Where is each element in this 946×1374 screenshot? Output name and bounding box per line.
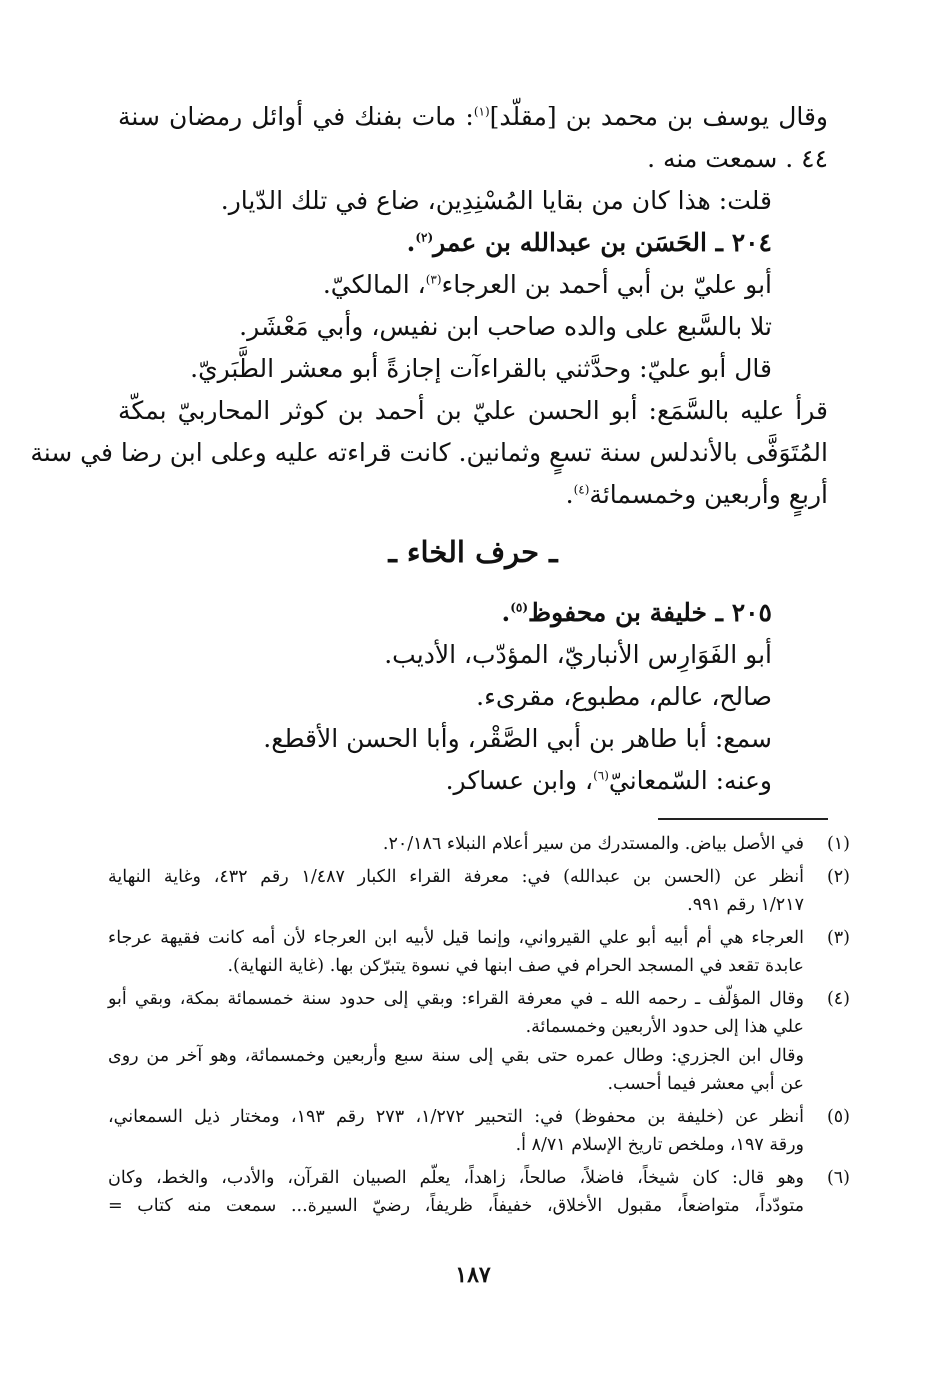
footnote-ref[interactable]: (٤) bbox=[573, 482, 590, 497]
text-line: ٤٤ . سمعت منه . bbox=[647, 144, 828, 173]
text-line: قلت: هذا كان من بقايا المُسْنِدِين، ضاع في تلك الدّيار. bbox=[220, 186, 772, 215]
footnote-ref[interactable]: (٢) bbox=[415, 230, 434, 245]
footnote bbox=[108, 985, 850, 1099]
footnote bbox=[108, 830, 850, 859]
entry-205 bbox=[118, 592, 828, 802]
footnote-ref[interactable]: (١) bbox=[473, 104, 490, 119]
footnote-line: العرجاء هي أم أبيه أبو علي القيرواني، وإنما قيل لأبيه ابن العرجاء لأن أمه كانت فقيهة عرجاء bbox=[108, 927, 804, 948]
footnote-number: (٣) bbox=[826, 927, 850, 948]
footnote-line: ١/٢١٧ رقم ٩٩١. bbox=[687, 895, 804, 915]
footnote-ref[interactable]: (٥) bbox=[510, 600, 529, 615]
footnote-line: وهو قال: كان شيخاً، فاضلاً، صالحاً، زاهداً، يعلّم الصبيان القرآن، والأدب، والخط، وكان bbox=[108, 1167, 804, 1188]
footnote-line: أنظر عن (الحسن بن عبدالله) في: معرفة القراء الكبار ١/٤٨٧ رقم ٤٣٢، وغاية النهاية bbox=[108, 866, 805, 887]
text-line: صالح، عالم، مطبوع، مقرىء. bbox=[476, 682, 772, 711]
footnote-separator bbox=[658, 818, 828, 820]
text-line: المُتَوَفَّى بالأندلس سنة تسعٍ وثمانين. كانت قراءته عليه وعلى ابن رضا في سنة bbox=[30, 438, 828, 467]
footnote-line: متودّداً، متواضعاً، مقبول الأخلاق، خفيفاً، ظريفاً، رضيّ السيرة... سمعت منه كتاب = bbox=[108, 1196, 804, 1216]
footnote-line: عن أبي معشر فيما أحسب. bbox=[607, 1074, 804, 1094]
footnote-line: في الأصل بياض. والمستدرك من سير أعلام النبلاء ٢٠/١٨٦. bbox=[382, 834, 804, 854]
text-line: وعنه: السّمعانيّ$^{(٦)}$، وابن عساكر. bbox=[445, 766, 772, 795]
text-line: قرأ عليه بالسَّمَع: أبو الحسن عليّ بن أحمد بن كوثر المحاربيّ بمكّة bbox=[118, 396, 828, 425]
footnote-line: عابدة تقعد في المسجد الحرام في صف ابنها في نسوة يتبرّكن بها. (غاية النهاية). bbox=[227, 956, 804, 976]
footnote bbox=[108, 924, 850, 981]
text-line: وقال يوسف بن محمد بن [مقلّد]$^{(١)}$: مات بفنك في أوائل رمضان سنة bbox=[118, 102, 828, 131]
footnote-number: (٦) bbox=[826, 1167, 850, 1188]
chapter-heading: ـ حرف الخاء ـ bbox=[388, 535, 558, 569]
footnote-ref[interactable]: (٦) bbox=[593, 768, 609, 783]
footnote-number: (١) bbox=[826, 834, 850, 854]
footnote-number: (٥) bbox=[826, 1106, 850, 1127]
main-text bbox=[30, 96, 828, 802]
footnote-line: علي هذا إلى حدود الأربعين وخمسمائة. bbox=[525, 1017, 804, 1037]
footnote-number: (٤) bbox=[826, 988, 850, 1009]
footnotes bbox=[108, 830, 850, 1221]
entry-heading: ٢٠٥ ـ خليفة بن محفوظ$^{(٥)}$. bbox=[501, 598, 772, 627]
entry-204 bbox=[118, 222, 828, 390]
footnote-ref[interactable]: (٣) bbox=[425, 272, 442, 287]
footnote bbox=[108, 1164, 850, 1221]
text-line: أبو الفَوَارِس الأنباريّ، المؤدّب، الأديب. bbox=[384, 640, 772, 669]
text-line: أربعٍ وأربعين وخمسمائة$^{(٤)}$. bbox=[565, 480, 828, 509]
text-line: تلا بالسَّبع على والده صاحب ابن نفيس، وأبي مَعْشَر. bbox=[239, 312, 772, 341]
footnote-line: وقال ابن الجزري: وطال عمره حتى بقي إلى سنة سبع وأربعين وخمسمائة، وهو آخر من روى bbox=[108, 1045, 804, 1066]
footnote bbox=[108, 1103, 850, 1160]
footnote-line: ورقة ١٩٧، وملخص تاريخ الإسلام ٨/٧١ أ. bbox=[515, 1135, 804, 1155]
text-line: أبو عليّ بن أبي أحمد بن العرجاء$^{(٣)}$، المالكيّ. bbox=[322, 270, 772, 299]
footnote-line: وقال المؤلّف ـ رحمه الله ـ في معرفة القراء: وبقي إلى حدود سنة خمسمائة بمكة، وبقي أبو bbox=[108, 988, 804, 1009]
footnote-number: (٢) bbox=[826, 866, 850, 887]
entry-heading: ٢٠٤ ـ الحَسَن بن عبدالله بن عمر$^{(٢)}$. bbox=[406, 228, 772, 257]
footnote-line: أنظر عن (خليفة بن محفوظ) في: التحبير ١/٢٧٢، ٢٧٣ رقم ١٩٣، ومختار ذيل السمعاني، bbox=[108, 1106, 804, 1127]
footnote bbox=[108, 863, 850, 920]
page-number: ١٨٧ bbox=[455, 1262, 491, 1288]
text-line: سمع: أبا طاهر بن أبي الصَّقْر، وأبا الحسن الأقطع. bbox=[263, 724, 772, 753]
text-line: قال أبو عليّ: وحدَّثني بالقراءآت إجازةً أبو معشر الطَّبَريّ. bbox=[190, 354, 772, 383]
